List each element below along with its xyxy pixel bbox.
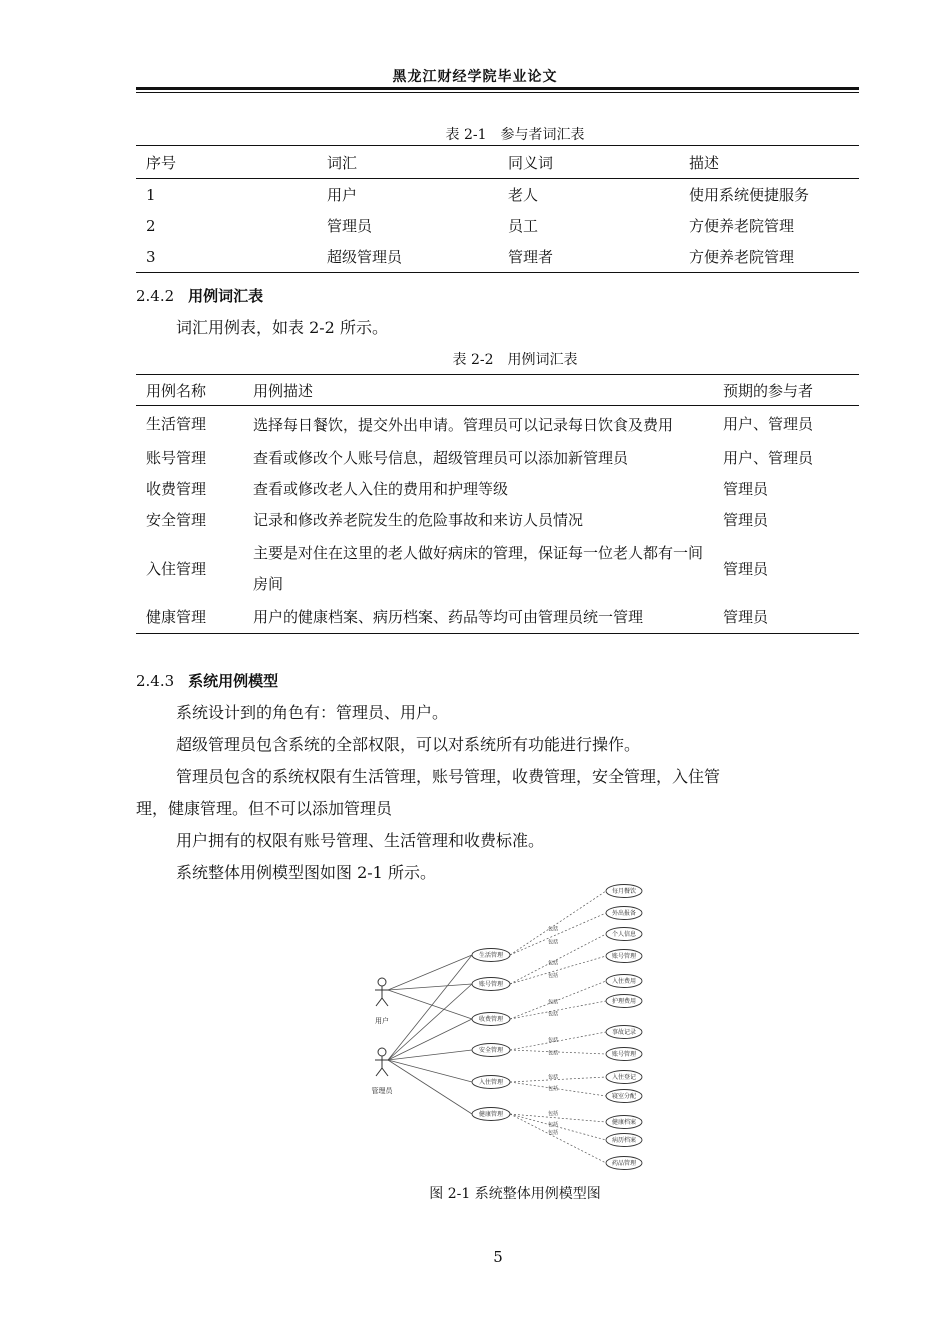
include-line <box>510 913 606 955</box>
table-cell: 员工 <box>508 217 539 235</box>
use-case-label: 健康管理 <box>478 1111 504 1119</box>
use-case-node <box>472 1013 510 1026</box>
table-cell: 用户的健康档案、病历档案、药品等均可由管理员统一管理 <box>243 602 713 634</box>
use-case-node <box>472 949 510 962</box>
table-cell: 安全管理 <box>146 511 207 529</box>
sub-case-label: 健康档案 <box>611 1119 637 1127</box>
sub-case-label: 账号管理 <box>611 953 637 961</box>
table-cell: 记录和修改养老院发生的危险事故和来访人员情况 <box>253 511 584 529</box>
table-cell: 管理员 <box>723 480 769 498</box>
section-title: 系统用例模型 <box>188 672 279 690</box>
table-row <box>136 406 859 444</box>
sub-case-node <box>606 1116 642 1129</box>
actor-leg <box>376 1068 382 1076</box>
table-cell: 用户 <box>327 186 358 204</box>
diagram-connectors <box>388 891 606 1163</box>
table-row <box>136 505 859 536</box>
table-row <box>136 443 859 474</box>
section-heading-2-4-3 <box>136 670 278 691</box>
diagram-nodes <box>372 885 643 1170</box>
actor-head <box>378 1048 386 1056</box>
table-cell: 2 <box>146 216 156 235</box>
include-label: 包括 <box>547 1110 559 1117</box>
sub-case-label: 每月餐饮 <box>611 888 637 896</box>
sub-case-label: 寝室分配 <box>611 1093 637 1101</box>
include-line <box>510 891 606 955</box>
include-label: 包括 <box>547 960 559 967</box>
table-cell: 查看或修改个人账号信息，超级管理员可以添加新管理员 <box>253 449 629 467</box>
table-cell: 管理员 <box>723 559 769 578</box>
column-header: 描述 <box>679 146 859 179</box>
include-label: 包括 <box>547 1085 559 1092</box>
use-case-node <box>472 1108 510 1121</box>
table-cell: 选择每日餐饮，提交外出申请。管理员可以记录每日饮食及费用 <box>253 416 674 434</box>
sub-case-label: 护理费用 <box>611 998 637 1006</box>
include-label: 包括 <box>547 999 559 1006</box>
table2-caption: 表 2-2 用例词汇表 <box>452 352 578 368</box>
use-case-label: 收费管理 <box>478 1016 504 1024</box>
include-label: 包括 <box>547 926 559 933</box>
sub-case-node <box>606 1157 642 1170</box>
use-case-node <box>472 978 510 991</box>
association-line <box>388 1060 472 1114</box>
paragraph: 理，健康管理。但不可以添加管理员 <box>136 799 393 818</box>
table-row <box>136 536 859 602</box>
association-line <box>388 990 472 1019</box>
include-label: 包括 <box>547 939 559 946</box>
sub-case-node <box>606 928 642 941</box>
sub-case-label: 病历档案 <box>611 1137 637 1145</box>
association-line <box>388 1050 472 1060</box>
table-cell: 账号管理 <box>146 449 207 467</box>
section-title: 用例词汇表 <box>188 287 264 305</box>
actor-label: 用户 <box>375 1017 389 1025</box>
include-label: 包括 <box>547 1074 559 1081</box>
actor-leg <box>382 998 388 1006</box>
figure-caption: 图 2-1 系统整体用例模型图 <box>429 1186 601 1202</box>
header-rule-thick <box>136 87 859 90</box>
use-case-label: 账号管理 <box>478 981 504 989</box>
sub-case-node <box>606 1026 642 1039</box>
table-cell: 1 <box>146 185 156 204</box>
actor-leg <box>376 998 382 1006</box>
table-cell: 超级管理员 <box>317 241 498 273</box>
actor-leg <box>382 1068 388 1076</box>
table-cell: 用户、管理员 <box>723 415 814 433</box>
section-heading-2-4-2 <box>136 285 263 306</box>
paragraph: 超级管理员包含系统的全部权限，可以对系统所有功能进行操作。 <box>176 735 641 754</box>
table1-caption: 表 2-1 参与者词汇表 <box>445 127 585 143</box>
table-row <box>136 179 859 211</box>
column-header: 用例描述 <box>243 375 713 406</box>
association-line <box>388 984 472 1060</box>
table-cell: 查看或修改老人入住的费用和护理等级 <box>253 480 509 498</box>
sub-case-node <box>606 907 642 920</box>
actor-admin <box>372 1048 394 1095</box>
table-use-cases <box>136 374 859 634</box>
association-line <box>388 1060 472 1082</box>
sub-case-label: 外出报备 <box>611 910 637 918</box>
include-label: 包括 <box>547 1050 559 1057</box>
include-label: 包括 <box>547 1130 559 1137</box>
sub-case-label: 事故记录 <box>611 1029 637 1037</box>
paragraph: 用户拥有的权限有账号管理、生活管理和收费标准。 <box>176 831 545 850</box>
sub-case-label: 入住费用 <box>611 978 637 986</box>
table-header-row <box>136 375 859 406</box>
paragraph: 词汇用例表，如表 2-2 所示。 <box>176 318 388 337</box>
column-header: 用例名称 <box>136 375 243 406</box>
use-case-label: 安全管理 <box>478 1047 504 1055</box>
sub-case-node <box>606 950 642 963</box>
table-cell: 收费管理 <box>146 480 207 498</box>
paragraph: 管理员包含的系统权限有生活管理，账号管理，收费管理，安全管理，入住管 <box>176 767 721 786</box>
sub-case-node <box>606 1134 642 1147</box>
paragraph: 系统整体用例模型图如图 2-1 所示。 <box>176 863 436 882</box>
table-cell: 老人 <box>508 186 539 204</box>
header-rule-thin <box>136 92 859 93</box>
sub-case-label: 账号管理 <box>611 1051 637 1059</box>
table-cell: 健康管理 <box>136 602 243 634</box>
sub-case-label: 药品管理 <box>611 1160 637 1168</box>
table-cell: 管理员 <box>713 602 859 634</box>
association-line <box>388 1019 472 1060</box>
use-case-label: 入住管理 <box>478 1079 504 1087</box>
use-case-diagram <box>360 880 670 1180</box>
table-row <box>136 241 859 273</box>
table-cell: 使用系统便捷服务 <box>689 186 810 204</box>
include-label: 包括 <box>547 1037 559 1044</box>
sub-case-node <box>606 885 642 898</box>
include-label: 包括 <box>547 973 559 980</box>
column-header: 词汇 <box>317 146 498 179</box>
use-case-node <box>472 1044 510 1057</box>
table-row <box>136 474 859 505</box>
section-number: 2.4.2 <box>136 287 175 305</box>
column-header: 同义词 <box>498 146 679 179</box>
sub-case-label: 个人信息 <box>611 931 637 939</box>
table-cell: 方便养老院管理 <box>679 241 859 273</box>
include-label: 包括 <box>547 1011 559 1018</box>
table-cell: 生活管理 <box>146 415 207 433</box>
paragraph: 系统设计到的角色有：管理员、用户。 <box>176 703 449 722</box>
sub-case-node <box>606 975 642 988</box>
table-cell: 用户、管理员 <box>723 449 814 467</box>
association-line <box>388 955 472 1060</box>
sub-case-node <box>606 995 642 1008</box>
actor-label: 管理员 <box>371 1087 393 1095</box>
section-number: 2.4.3 <box>136 672 175 690</box>
sub-case-node <box>606 1090 642 1103</box>
table-cell: 主要是对住在这里的老人做好病床的管理，保证每一位老人都有一间房间 <box>253 544 704 593</box>
actor-head <box>378 978 386 986</box>
actor-user <box>375 978 389 1025</box>
sub-case-node <box>606 1071 642 1084</box>
page-header-title: 黑龙江财经学院毕业论文 <box>392 69 558 85</box>
table-header-row <box>136 146 859 179</box>
table-cell: 管理员 <box>723 511 769 529</box>
table-cell: 3 <box>136 241 317 273</box>
table-participants <box>136 145 859 273</box>
page-number: 5 <box>493 1248 503 1266</box>
table-cell: 入住管理 <box>146 559 207 578</box>
column-header: 预期的参与者 <box>713 375 859 406</box>
include-label: 包括 <box>547 1122 559 1129</box>
column-header: 序号 <box>136 146 317 179</box>
sub-case-node <box>606 1048 642 1061</box>
table-cell: 管理者 <box>498 241 679 273</box>
sub-case-label: 入住登记 <box>611 1074 637 1082</box>
table-row <box>136 210 859 241</box>
use-case-label: 生活管理 <box>478 952 504 960</box>
table-cell: 方便养老院管理 <box>689 217 795 235</box>
table-row <box>136 602 859 634</box>
use-case-node <box>472 1076 510 1089</box>
table-cell: 管理员 <box>327 217 373 235</box>
